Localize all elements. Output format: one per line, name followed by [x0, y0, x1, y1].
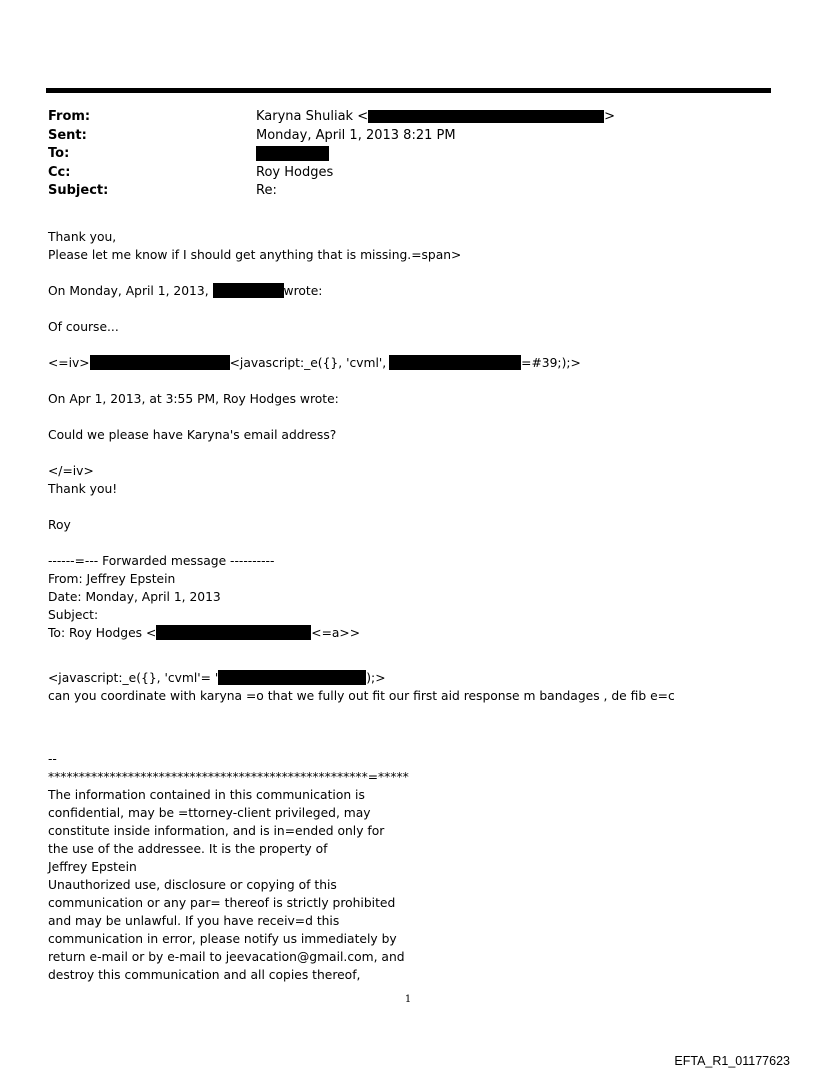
- markup-fragment: =#39;);>: [521, 356, 581, 370]
- disclaimer-line: destroy this communication and all copies thereof,: [48, 968, 361, 982]
- to-label: To:: [48, 146, 70, 161]
- markup-fragment: );>: [366, 671, 386, 685]
- body-line: Of course...: [48, 320, 119, 334]
- disclaimer-line: and may be unlawful. If you have receiv=d this: [48, 914, 340, 928]
- disclaimer-line: The information contained in this communication is: [48, 788, 365, 802]
- body-line: Could we please have Karyna's email address?: [48, 428, 337, 442]
- subject-value: Re:: [256, 183, 277, 198]
- to-value: [256, 145, 329, 164]
- disclaimer-line: communication in error, please notify us immediately by: [48, 932, 397, 946]
- sent-value: Monday, April 1, 2013 8:21 PM: [256, 127, 456, 143]
- subject-row: [48, 182, 768, 201]
- document-id: EFTA_R1_01177623: [674, 1054, 790, 1068]
- body-line: On Apr 1, 2013, at 3:55 PM, Roy Hodges wrote:: [48, 392, 339, 406]
- page-number: 1: [404, 994, 412, 1005]
- body-line: can you coordinate with karyna =o that we fully out fit our first aid response m bandages , de fib e=c: [48, 689, 675, 703]
- disclaimer-line: communication or any par= thereof is strictly prohibited: [48, 896, 396, 910]
- disclaimer-line: the use of the addressee. It is the property of: [48, 842, 328, 856]
- email-header: [48, 108, 768, 201]
- subject-label: Subject:: [48, 183, 109, 198]
- body-line: Thank you,: [48, 230, 117, 244]
- redaction-block: [213, 283, 284, 298]
- cc-label: Cc:: [48, 164, 71, 180]
- body-line: Subject:: [48, 608, 99, 622]
- disclaimer-line: Unauthorized use, disclosure or copying of this: [48, 878, 337, 892]
- body-line: ------=--- Forwarded message ----------: [48, 554, 275, 568]
- redaction-block: [256, 146, 329, 161]
- redaction-block: [156, 625, 311, 640]
- disclaimer-line: return e-mail or by e-mail to jeevacation@gmail.com, and: [48, 950, 405, 964]
- cc-row: [48, 164, 768, 183]
- quote-wrote: wrote:: [283, 284, 323, 298]
- redaction-block: [368, 110, 604, 123]
- from-row: [48, 108, 768, 127]
- disclaimer-line: constitute inside information, and is in=ended only for: [48, 824, 385, 838]
- from-tail: >: [604, 109, 616, 124]
- redaction-block: [218, 670, 366, 685]
- body-line: [48, 354, 778, 372]
- from-value: [256, 108, 615, 127]
- signature-separator: --: [48, 752, 57, 766]
- redaction-block: [90, 355, 230, 370]
- email-body: [48, 228, 778, 984]
- header-rule: [46, 88, 771, 93]
- markup-fragment: <javascript:_e({}, 'cvml',: [229, 356, 387, 370]
- from-label: From:: [48, 109, 91, 124]
- body-line: </=iv>: [48, 464, 94, 478]
- quote-intro: On Monday, April 1, 2013,: [48, 284, 213, 298]
- cc-value: Roy Hodges: [256, 164, 334, 180]
- markup-fragment: <=a>>: [311, 626, 361, 640]
- redaction-block: [389, 355, 521, 370]
- body-line: Please let me know if I should get anything that is missing.=span>: [48, 248, 462, 262]
- body-line: From: Jeffrey Epstein: [48, 572, 176, 586]
- body-line: [48, 624, 778, 642]
- body-line: Roy: [48, 518, 71, 532]
- markup-fragment: <javascript:_e({}, 'cvml'= ': [48, 671, 219, 685]
- from-name: Karyna Shuliak <: [256, 109, 369, 124]
- disclaimer-line: Jeffrey Epstein: [48, 860, 137, 874]
- to-row: [48, 145, 768, 164]
- body-line: Date: Monday, April 1, 2013: [48, 590, 221, 604]
- sent-row: [48, 127, 768, 146]
- disclaimer-line: confidential, may be =ttorney-client privileged, may: [48, 806, 371, 820]
- to-prefix: To: Roy Hodges <: [48, 626, 157, 640]
- sent-label: Sent:: [48, 127, 87, 143]
- asterisk-rule: ****************************************************=*****: [48, 770, 409, 784]
- markup-fragment: <=iv>: [48, 356, 90, 370]
- body-line: Thank you!: [48, 482, 118, 496]
- body-line: [48, 282, 778, 300]
- body-line: [48, 669, 778, 687]
